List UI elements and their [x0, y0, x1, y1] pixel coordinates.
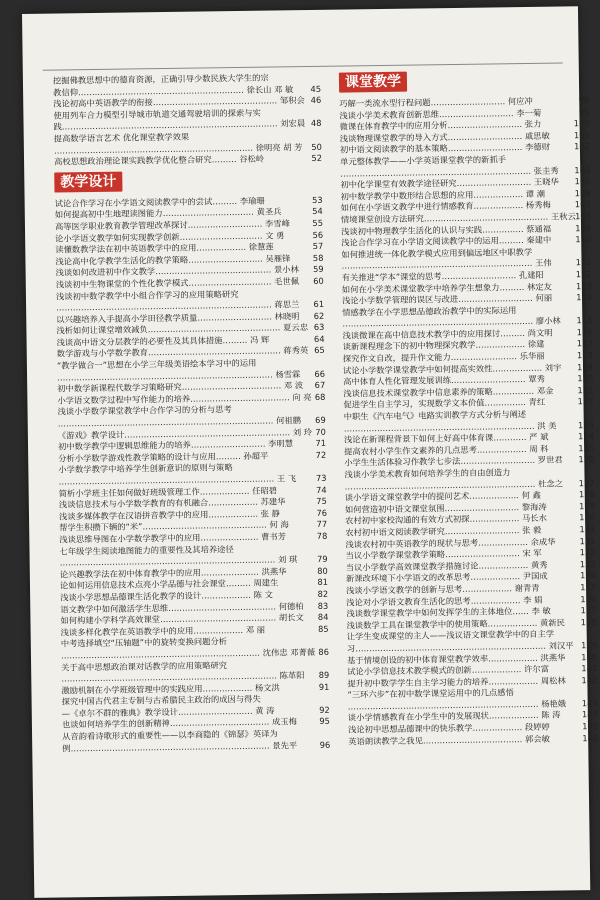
- entry-title: …………………………………………………………… 廖小林: [342, 315, 561, 329]
- page-number: 81: [317, 577, 329, 588]
- entry-title: 有关推进“学本”课堂的思考……………………… 孔建阳: [341, 269, 544, 283]
- entry-title: 农村初中家校沟通的有效方式初探……………… 马长水: [345, 513, 547, 526]
- page-number: 67: [314, 380, 326, 391]
- page-number: 70: [315, 426, 326, 437]
- page-number: 45: [310, 83, 322, 94]
- page-number: 63: [313, 322, 325, 333]
- entry-title: 浅谈小学思想品德课生活化教学的设计……………… 陈 文: [60, 589, 273, 603]
- entry-title: 农村初中语文阅读教学研究……………………… 张 毅: [345, 524, 542, 538]
- page-number: 109: [575, 222, 592, 233]
- page-number: 53: [311, 194, 323, 205]
- page-number: 58: [312, 252, 324, 263]
- entry-title: 小学数学教学中培养学生创新意识的原则与策略: [58, 462, 233, 475]
- entry-title: 中职生《汽车电气》电路实训教学方式分析与阐述: [343, 409, 527, 422]
- entry-title: 浅论合作学习在小学语文阅读教学中的运用……… 秦建中: [341, 234, 552, 248]
- page-number: 127: [578, 477, 595, 488]
- entry-title: 浅谈物理课堂教学的导入方式……………………… 戚思敏: [339, 130, 550, 144]
- entry-title: 浅谈数学课堂教学中如何发挥学生的主体地位…… 李 敏: [346, 605, 551, 619]
- page-number: 62: [313, 310, 325, 321]
- page-number: 119: [577, 361, 594, 372]
- page-number: 123: [577, 419, 594, 430]
- page-number: 126: [578, 454, 595, 465]
- entry-title: …………………………………………………………… 洪 美: [343, 420, 557, 434]
- entry-title: 初中化学课堂有效教学途径研究……………………… 王晓华: [340, 176, 559, 190]
- page-number: 102: [573, 141, 590, 152]
- page-number: 107: [574, 199, 591, 210]
- entry-title: ……………………………………………………………… 徐明亮 胡 芳: [53, 141, 303, 156]
- page-number: 48: [310, 118, 322, 129]
- entry-title: …………………………………………………………………… 何祖鹏: [57, 415, 302, 429]
- page-number: 133: [579, 558, 596, 570]
- page-number: 105: [574, 176, 591, 187]
- page-number: 103: [574, 164, 591, 175]
- page-number: 134: [579, 570, 596, 581]
- entry-title: 初中数学教学中数形结合思想的应用……………… 谭 潮: [340, 188, 546, 202]
- page-number: 143: [581, 697, 598, 709]
- entry-title: 情感教学在小学思想品德政治教学中的实际运用: [342, 304, 517, 318]
- entry-title: 论兴趣教学法在初中体育教学中的应用………………… 洪燕华: [59, 566, 287, 580]
- entry-title: …………………………………………………………… 杨艳娥: [347, 698, 567, 712]
- page-number: 91: [318, 681, 330, 692]
- page-number: 55: [312, 217, 324, 228]
- entry-title: 如何提高初中生地理读图能力…………………………… 黄圣兵: [54, 206, 282, 220]
- page-number: 146: [582, 732, 599, 743]
- page-number: 80: [317, 565, 328, 576]
- page-number: 99: [578, 106, 590, 117]
- entry-title: 提升初中数学学生自主学习能力的培养……………… 周松林: [347, 675, 566, 689]
- page-number: 86: [318, 646, 330, 657]
- entry-title: 小学语文数学过程中写作能力的培养……………………………… 向 亮: [57, 391, 312, 406]
- entry-title: 语文教学中如何激活学生思维………………………………… 何德柏: [60, 600, 304, 615]
- entry-title: 浅谈初中数学教学中小组合作学习的应用策略研究: [55, 288, 239, 302]
- page-number: 131: [579, 535, 596, 546]
- page-number: 128: [578, 489, 595, 500]
- entry-title: 七年级学生阅读地图能力的重要性及其培养途径: [59, 543, 234, 557]
- entry-title: 浅析如何让课堂增效减负………………………………………… 夏云忠: [56, 322, 309, 336]
- entry-title: 探究中国古代君主专制与古希腊民主政治的成因与得失: [61, 694, 261, 707]
- page-number: 79: [317, 553, 328, 565]
- entry-title: ……………………………………………………………… 沈伟忠 邓菁薇: [60, 646, 316, 661]
- page-number: 57: [312, 240, 324, 252]
- entry-title: 激励机制在小学班级管理中的实践应用……………… 杨文洪: [61, 682, 280, 696]
- entry-title: 当议小学数学高效课堂教学措施讨论……………… 黄秀: [345, 559, 548, 573]
- entry-title: 浅谈小学语文教学的创新与思考……………… 谢青青: [346, 582, 540, 596]
- entry-title: 浅论初中思想品德课中的快乐教学……………… 段婷婷: [347, 721, 550, 735]
- entry-title: 论如何运用信息技术点亮小学品德与社会课堂……… 周建生: [59, 577, 279, 591]
- entry-title: …………………………………………………………………… 陈革阳: [61, 670, 305, 684]
- page-number: 140: [581, 651, 598, 662]
- page-number: 142: [581, 674, 598, 685]
- page-number: 129: [579, 500, 595, 512]
- entry-title: —《卓尔不群的雅典》教学设计……………………… 黄 涛: [61, 705, 275, 719]
- page-number: 130: [579, 512, 596, 523]
- page-number: 100: [573, 118, 590, 129]
- entry-title: 如何在小学美术课堂教学中培养学生想象力……… 林定友: [341, 281, 552, 295]
- entry-title: …………………………………………………………………… 王 飞: [58, 473, 297, 487]
- page-number: 117: [576, 338, 593, 349]
- entry-title: 促进学生自主学习，实现数学文本价值…………… 青红: [343, 397, 546, 410]
- page-number: 136: [580, 593, 597, 604]
- entry-title: 教信仰…………………………………………………… 徐长山 邓 敏: [53, 83, 294, 98]
- entry-title: 微课在体育教学中的应用分析……………………… 张力: [339, 118, 542, 132]
- page-number: 83: [317, 600, 329, 611]
- entry-title: 浅谈数学工具在课堂教学中的使用策略……………… 黄新民: [346, 617, 565, 631]
- entry-title: 如何营造初中语文课堂氛围……………………… 黎海涛: [344, 501, 547, 515]
- entry-title: 试论合作学习在小学语文阅读教学中的尝试……… 李瑜珊: [54, 195, 265, 209]
- page-number: 141: [581, 663, 598, 674]
- page-number: 71: [315, 438, 327, 449]
- entry-title: 提高农村小学生作文素养的几点思考……………… 周 科: [344, 443, 549, 457]
- entry-title: 浅谈微课在高中信息技术教学中的应用探讨……… 尚文明: [342, 327, 553, 341]
- entry-title: 浅谈如何改进初中作文教学…………………………………… 景小林: [55, 264, 299, 278]
- entry-title: 挖掘佛教思想中的德育资源，正确引导少数民族大学生的宗: [52, 72, 269, 86]
- entry-title: 试论小学信息技术教学模式的创新……………… 许尔富: [347, 663, 550, 677]
- page-number: 120: [577, 373, 594, 384]
- entry-title: 小学生生活体验习作教学七步法……………………… 罗世君: [344, 454, 563, 468]
- entry-title: 基于情境创设的初中体育课堂教学效率……………… 洪燕华: [346, 651, 566, 666]
- page-number: 82: [317, 588, 329, 599]
- toc-entry: [348, 733, 598, 748]
- entry-title: 高中体育人性化管理发展训练……………………… 覃秀: [343, 373, 545, 387]
- page-number: 122: [577, 396, 594, 407]
- entry-title: 探究作文自改，提升作文能力…………………… 乐华丽: [342, 350, 545, 364]
- page-number: 145: [582, 721, 599, 732]
- entry-title: 试论小学数学课堂教学中如何提高实效性……………… 刘宇: [342, 362, 562, 376]
- entry-title: 浅论对小学语文教育生活化的思考……………… 李 娟: [346, 594, 543, 608]
- entry-title: 浅论初高中英语教学的衔接……………………………………… 邹积会: [53, 95, 305, 109]
- left-column: [53, 72, 330, 755]
- entry-title: 提高数学语言艺术 优化课堂教学效果: [53, 131, 190, 144]
- page-number: 76: [316, 507, 328, 518]
- page-number: 114: [576, 292, 593, 303]
- page-number: 46: [310, 95, 322, 106]
- page-number: 139: [580, 639, 597, 651]
- entry-title: 浅谈小学美术教育创新思维……………………… 李一菊: [339, 107, 542, 121]
- entry-title: …………………………………………………………………… 杨雪霖: [57, 368, 301, 383]
- entry-title: 也谈如何培养学生的创新精神……………………………… 成玉梅: [61, 716, 297, 730]
- page-number: 85: [317, 623, 329, 634]
- entry-title: 单元整体教学——小学英语课堂教学的新抓手: [340, 154, 507, 167]
- page-number: 112: [575, 268, 592, 280]
- page-number: 138: [580, 616, 597, 627]
- entry-title: 习…………………………………………………………… 刘汉平: [346, 640, 574, 654]
- page-number: 113: [575, 280, 592, 291]
- page-number: 108: [574, 211, 591, 222]
- page-number: 74: [316, 484, 327, 495]
- toc-list-left-top: [53, 72, 322, 168]
- entry-title: 数学游戏与小学数学教育………………………………………… 蒋秀英: [56, 345, 309, 360]
- entry-title: 浅谈初中生物课堂的个性化教学模式………………………… 毛世佩: [55, 276, 300, 290]
- page-number: 96: [319, 739, 331, 750]
- entry-title: 英语朗读教学之我见……………………………… 郭会敏: [348, 733, 551, 747]
- page-number: 84: [317, 611, 329, 623]
- entry-title: 高等医学职业教育教学管理改革探讨……………………… 李雪峰: [54, 218, 290, 232]
- entry-title: 初中数学新课程代数学习策略研究……………………………… 邓 波: [57, 380, 304, 394]
- entry-title: 当议小学数学课堂教学策略……………………… 宋 军: [345, 547, 542, 561]
- page-number: 121: [577, 384, 594, 396]
- page-number: 125: [578, 442, 595, 454]
- entry-title: 以兴趣培养入手提高小学田径教学质量……………………… 林晓明: [56, 310, 300, 325]
- page-number: 59: [312, 264, 324, 275]
- entry-title: 浅谈农村初中英语教学的现状与思考……………… 余成华: [345, 536, 556, 550]
- entry-title: …………………………………………………………… 王伟: [341, 257, 552, 271]
- page-number: 116: [576, 326, 593, 338]
- page-number: 124: [578, 431, 595, 442]
- entry-title: 浅谈初中物理教学生活化的认识与实践…………… 蔡通福: [340, 223, 552, 237]
- entry-title: …………………………………………………………… 杜念之: [344, 478, 564, 492]
- page-number: 68: [314, 391, 326, 402]
- entry-title: 例……………………………………………………………… 景先平: [62, 739, 298, 754]
- entry-title: 浅谈信息技术课堂教学中信息素养的策略…………… 邓金: [343, 385, 554, 399]
- entry-title: 从音韵看诗歌形式的重要性——以李商隐的《锦瑟》英译为: [62, 728, 278, 742]
- entry-title: 如何推进统一体化教学模式应用到偏远地区中职教学: [341, 246, 533, 260]
- page-number: 106: [574, 187, 591, 199]
- entry-title: 初中数学教学中逻辑思维能力的培养……………………… 李明慧: [57, 438, 294, 452]
- entry-title: 初中语文阅读教学的基本策略……………………… 李德财: [339, 142, 551, 155]
- entry-title: 高校思想政治理论课实践教学优化整合研究……… 谷松岭: [53, 153, 265, 167]
- entry-title: 浅谈多样化教学在英语教学中的应用……………… 邓 丽: [60, 624, 266, 638]
- section-heading-classroom-teaching: 课堂教学: [339, 72, 407, 93]
- page-number: 73: [315, 472, 327, 483]
- page-number: 50: [311, 141, 322, 152]
- page-number: 132: [579, 547, 596, 558]
- page-number: 52: [311, 152, 323, 164]
- page-number: 144: [581, 709, 598, 720]
- entry-title: 巧解一类流水型行程问题……………………… 何应冲: [339, 95, 533, 109]
- right-column: [339, 68, 598, 748]
- entry-title: 浅谈多媒体教学在汉语拼音教学中的应用……………… 张 静: [58, 508, 281, 522]
- entry-title: 谈小学情感教育在小学生中的发展现状……………… 陈 涛: [347, 710, 561, 723]
- entry-title: …………………………………………………………………… 刘 琪: [59, 554, 298, 568]
- entry-title: 谈小学语文课堂教学中的提问艺术……………… 何 鑫: [344, 489, 541, 503]
- entry-title: 使用列车合力模型引导城市轨道交通驾驶培训的探索与实: [53, 107, 261, 121]
- entry-title: 中考选择填空“压轴题”中的旋转变换问题分析: [60, 636, 228, 649]
- entry-title: “教学做合一”思想在小学三年级美语绘本学习中的运用: [56, 357, 257, 371]
- toc-entry: [62, 739, 330, 754]
- page-number: 92: [319, 704, 330, 715]
- entry-title: 情境课堂创设方法研究……………………………………… 王秋云: [340, 211, 576, 225]
- page-number: 77: [316, 519, 328, 530]
- toc-entry: [54, 153, 322, 168]
- page-number: 61: [313, 298, 325, 310]
- page-number: 110: [575, 234, 592, 245]
- entry-title: 浅谈思维导图在小学数学教学中的应用………………… 曹书芳: [59, 531, 287, 545]
- page-number: 65: [314, 345, 325, 356]
- entry-title: 浅谈小学美术教育如何培养学生的自由创造力: [344, 467, 511, 480]
- toc-list-classroom-teaching: [339, 95, 598, 748]
- page-number: 72: [315, 449, 327, 460]
- entry-title: 分析小学数学游戏性教学策略的设计与应用……… 孙超平: [58, 450, 269, 464]
- entry-title: 读懂数教学法在初中英语教学中的应用……………… 徐慧莲: [55, 241, 274, 255]
- entry-title: 帮学生积攒下辆的“米”……………………………………… 何 海: [59, 519, 289, 533]
- page-number: 101: [573, 129, 590, 141]
- page-number: 131: [579, 524, 596, 535]
- page-number: 89: [318, 669, 330, 681]
- page-number: 54: [312, 206, 323, 217]
- entry-title: 让学生变成课堂的主人——浅议语文课堂教学中的自主学: [346, 628, 555, 642]
- entry-title: 浅谈小学数学课堂教学中合作学习的分析与思考: [57, 404, 232, 417]
- toc-list-teaching-design: [55, 195, 331, 755]
- page-number: 69: [315, 414, 326, 425]
- page-number: 135: [580, 581, 597, 593]
- entry-title: 论小学语文教学如何实现教学创新………………………… 文 勇: [55, 229, 285, 244]
- page-number: 111: [575, 257, 592, 268]
- entry-title: …………………………………………………………………… 蒋思兰: [56, 299, 300, 313]
- entry-title: 浅谈高中语文分层教学的必要性及其具体措施……… 冯 辉: [56, 334, 270, 348]
- page-number: 64: [313, 333, 325, 344]
- entry-title: …………………………………………………………… 张圭秀: [340, 165, 559, 179]
- entry-title: “三环六步”在初中数学课堂运用中的几点感悟: [347, 687, 514, 700]
- page-number: 60: [313, 275, 324, 286]
- entry-title: 浅论在新课程背景下如何上好高中体育课………… 严 斌: [343, 431, 549, 445]
- page-number: 98: [578, 95, 590, 106]
- entry-title: 浅论小学数学管理的误区与改进……………………… 何丽: [341, 292, 553, 306]
- entry-title: 谈新课程理念下的初中物理探究教学……………… 徐建: [342, 339, 545, 353]
- page-number: 137: [580, 605, 597, 616]
- section-heading-teaching-design: 教学设计: [54, 171, 122, 192]
- page-number: 78: [316, 530, 328, 541]
- entry-title: 《游戏》教学设计…………………………………………………… 刘 玲: [57, 426, 313, 441]
- page-number: 66: [314, 368, 326, 379]
- page-number: 56: [312, 229, 324, 240]
- page-number: 118: [576, 350, 593, 361]
- entry-title: 如何在小学语文教学中进行情感教育……………… 杨秀梅: [340, 199, 551, 213]
- entry-title: 浅谈信息技术与小学数学教育的有机融合……………… 苏建华: [58, 496, 286, 510]
- entry-title: 简析小学班主任如何做好班级管理工作……………… 任昭碧: [58, 485, 278, 499]
- entry-title: 关于高中思想政治课对话教学的应用策略研究: [61, 659, 228, 673]
- entry-title: 新课改环境下小学语文的改革思考……………… 尹国成: [345, 571, 548, 584]
- page-number: 115: [576, 315, 593, 326]
- entry-title: 践…………………………………………………………………… 刘宏晨: [53, 118, 306, 132]
- document-page: [22, 6, 599, 898]
- entry-title: 浅论高中化学教学生活化的教学策略……………………… 吴雁锋: [55, 252, 291, 267]
- entry-title: 如何构建小学科学高效课堂…………………………………… 胡长文: [60, 612, 304, 626]
- page-number: 75: [316, 495, 327, 507]
- page-number: 95: [319, 716, 330, 727]
